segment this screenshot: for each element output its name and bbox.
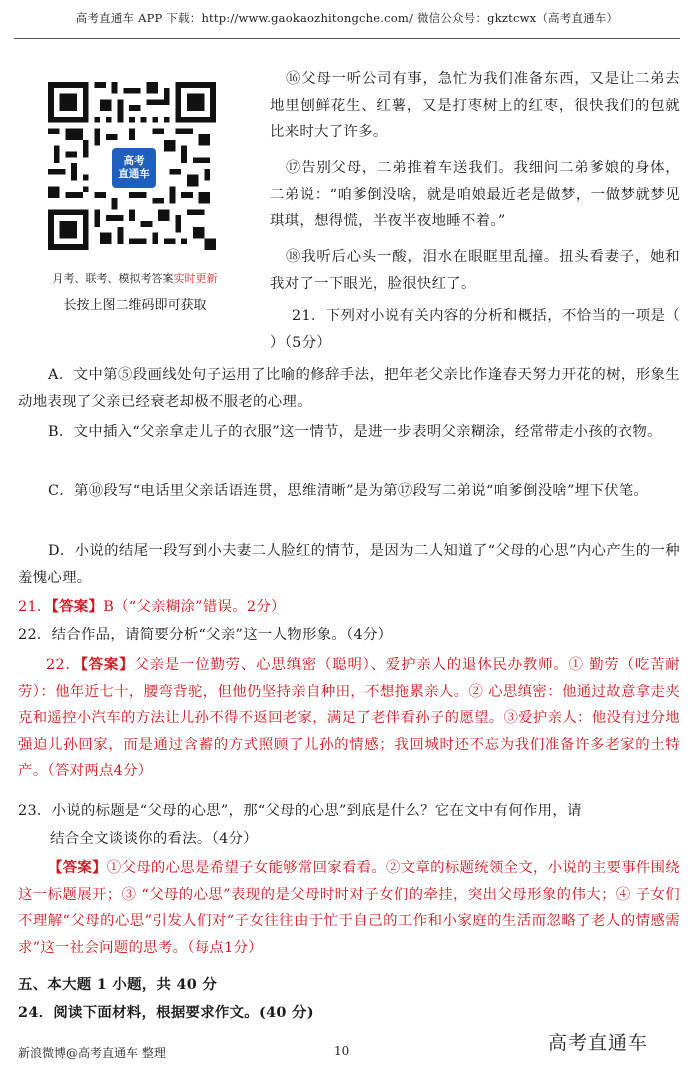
qr-caption-update [30,270,240,286]
question-21-stem: 21．下列对小说有关内容的分析和概括，不恰当的一项是（ ）（5分） [270,308,680,351]
story-paragraph-17: ⑰告别父母，二弟推着车送我们。我细问二弟爹娘的身体，二弟说：“咱爹倒没啥，就是咱娘最近老是做梦，一做梦就梦见琪琪，想得慌，半夜半夜地睡不着。” [270,160,680,229]
qr-code-image[interactable] [48,82,216,250]
answer-21-key: 【答案】 [51,598,104,615]
footer-source: 新浪微博@高考直通车 整理 [18,1046,166,1060]
section-5-title: 五、本大题 1 小题，共 40 分 [18,976,218,993]
story-paragraph-16: ⑯父母一听公司有事，急忙为我们准备东西，又是让二弟去地里刨鲜花生、红薯，又是打枣树上的红枣，很快我们的包就比来时大了许多。 [270,71,680,140]
question-21-option-d: D．小说的结尾一段写到小夫妻二人脸红的情节，是因为二人知道了“父母的心思”内心产生的一种羞愧心理。 [18,543,680,586]
qr-logo-badge [110,146,158,190]
qr-logo-line1: 高考 [123,155,145,167]
answer-21-number: 21． [18,599,52,615]
question-23-stem-line2: 结合全文谈谈你的看法。（4分） [50,831,258,847]
question-21-option-a: A．文中第⑤段画线处句子运用了比喻的修辞手法，把年老父亲比作逢春天努力开花的树，形象生动地表现了父亲已经衰老却极不服老的心理。 [18,367,680,410]
qr-caption-prefix: 月考、联考、模拟考答案 [52,272,174,285]
qr-caption-highlight: 实时更新 [173,272,218,285]
question-24-stem: 24．阅读下面材料，根据要求作文。(40 分) [18,1004,314,1021]
qr-caption-instruction: 长按上图二维码即可获取 [63,298,207,313]
watermark-logo: 高考直通车 [548,1032,649,1054]
question-21-answer [18,594,680,621]
question-22-answer [18,652,680,785]
question-23-stem-line1: 23．小说的标题是“父母的心思”，那“父母的心思”到底是什么？它在文中有何作用，请 [18,803,582,819]
answer-23-key: 【答案】 [48,859,107,876]
question-23-answer [18,855,680,961]
answer-22-key: 【答案】 [80,656,135,673]
answer-21-text: B（“父亲糊涂”错误。2分） [103,599,286,615]
header-rule [14,38,680,39]
question-22-stem: 22．结合作品，请简要分析“父亲”这一人物形象。（4分） [18,627,393,643]
answer-22-text: 父亲是一位勤劳、心思缜密（聪明）、爱护亲人的退休民办教师。① 勤劳（吃苦耐劳）：他年近七十，腰弯背驼，但他仍坚持亲自种田，不想拖累亲人。② 心思缜密：他通过故意拿走夹克和遥控小汽车的方法让儿孙不得不返回老家，满足了老伴看孙子的愿望。③爱护亲人：他没有过分地强迫儿孙回家，而是通过含蓄的方式照顾了儿孙的情感；我回城时还不忘为我们准备许多老家的土特产。（答对两点4分） [18,657,680,779]
qr-logo-line2: 直通车 [118,168,150,180]
answer-22-number: 22． [46,657,81,673]
page-number: 10 [334,1044,350,1058]
answer-23-text: ①父母的心思是希望子女能够常回家看看。②文章的标题统领全文，小说的主要事件围绕这一标题展开；③ “父母的心思”表现的是父母时时对子女们的牵挂，突出父母形象的伟大；④ 子女们不理解“父母的心思”引发人们对“子女往往由于忙于自己的工作和小家庭的生活而忽略了老人的情感需求”这一社会问题的思考。（每点1分） [18,860,681,956]
question-21-option-c: C．第⑩段写“电话里父亲话语连贯，思维清晰”是为第⑰段写二弟说“咱爹倒没啥”埋下伏笔。 [48,483,649,499]
question-21-option-b: B．文中插入“父亲拿走儿子的衣服”这一情节，是进一步表明父亲糊涂，经常带走小孩的衣物。 [48,424,662,440]
story-paragraph-18: ⑱我听后心头一酸，泪水在眼眶里乱撞。扭头看妻子，她和我对了一下眼光，脸很快红了。 [270,249,680,292]
page-header: 高考直通车 APP 下载：http://www.gaokaozhitongche.com/ 微信公众号：gkztcwx（高考直通车） [75,11,619,25]
